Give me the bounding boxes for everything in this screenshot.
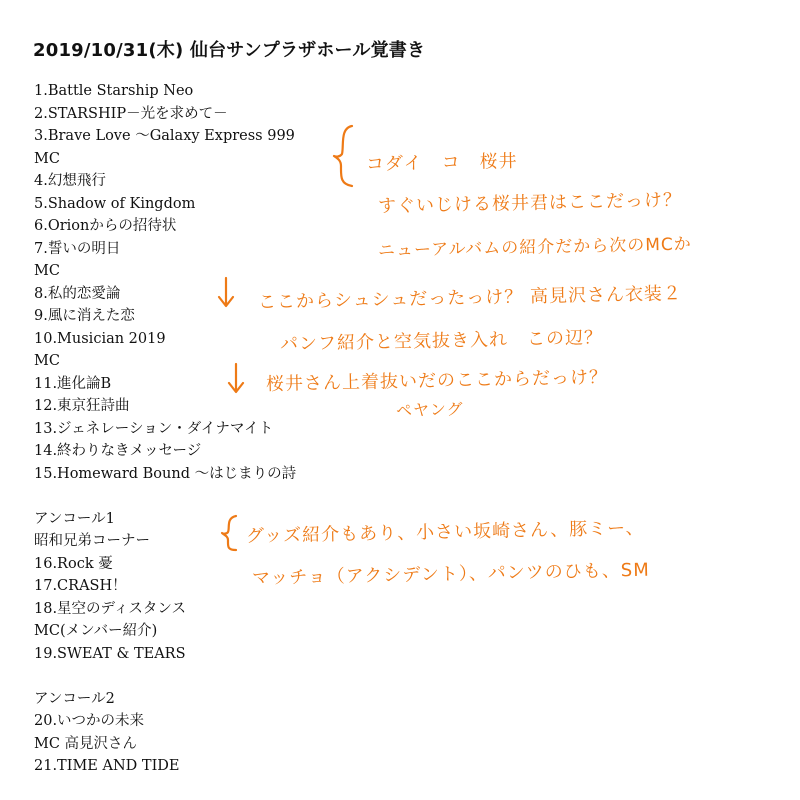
annotation-note-pamphlet: パンフ紹介と空気抜き入れ この辺？ [279,327,604,355]
setlist-row: MC(メンバー紹介) [34,623,158,639]
setlist-row: 18.星空のディスタンス [34,600,186,617]
setlist-row: 21.TIME AND TIDE [34,758,180,774]
setlist-row: MC [34,150,60,167]
setlist-row: 5.Shadow of Kingdom [34,195,196,212]
setlist-row: 14.終わりなきメッセージ [34,443,202,459]
setlist-row: 10.Musician 2019 [34,330,166,347]
setlist-row: 13.ジェネレーション・ダイナマイト [34,420,274,437]
setlist-row: 昭和兄弟コーナー [34,533,150,549]
brace-mark-1 [332,124,356,188]
setlist-row: 19.SWEAT & TEARS [34,645,186,662]
setlist [34,80,296,778]
setlist-row: アンコール2 [34,690,115,707]
setlist-row: 11.進化論B [34,375,112,392]
annotation-note-sakurai-sulks: すぐいじける桜井君はここだっけ？ [377,189,683,217]
down-arrow-mark-1 [216,276,236,310]
setlist-row: 16.Rock 憂 [34,555,113,572]
setlist-row: 4.幻想飛行 [34,173,106,189]
setlist-row: MC 高見沢さん [34,735,138,752]
page-title: 2019/10/31(木) 仙台サンプラザホール覚書き [33,40,426,61]
setlist-row: 15.Homeward Bound ～はじまりの詩 [34,465,297,482]
annotation-note-jacket: 桜井さん上着抜いだのここからだっけ？ [265,366,609,395]
setlist-row [34,485,296,508]
setlist-row: 2.STARSHIP－光を求めて－ [34,105,228,122]
setlist-row: MC [34,263,60,279]
setlist-row: 6.Orionからの招待状 [34,218,177,234]
setlist-row: アンコール1 [34,510,115,527]
setlist-row: 3.Brave Love ～Galaxy Express 999 [34,128,295,144]
setlist-row: 17.CRASH！ [34,578,127,594]
annotation-note-new-album: ニューアルバムの紹介だから次のMCか [377,234,693,261]
setlist-row [34,665,296,688]
down-arrow-mark-2 [226,362,246,396]
setlist-row: MC [34,353,60,369]
annotation-note-chouchou: ここからシュシュだったっけ？ 高見沢さん衣装２ [257,283,683,313]
setlist-row: 8.私的恋愛論 [34,285,121,302]
annotation-note-goods: グッズ紹介もあり、小さい坂崎さん、豚ミー、 [245,517,645,547]
annotation-note-peyoung: ペヤング [395,399,464,420]
setlist-row: 7.誓いの明日 [34,240,121,257]
setlist-row: 9.風に消えた恋 [34,308,135,324]
setlist-row: 12.東京狂詩曲 [34,398,130,414]
annotation-note-macho: マッチョ（アクシデント）、パンツのひも、SM [251,559,650,589]
setlist-row: 20.いつかの未来 [34,713,145,729]
annotation-note-kodai: コダイ コ 桜井 [365,150,518,175]
setlist-row: 1.Battle Starship Neo [34,83,194,99]
brace-mark-2 [220,514,240,552]
